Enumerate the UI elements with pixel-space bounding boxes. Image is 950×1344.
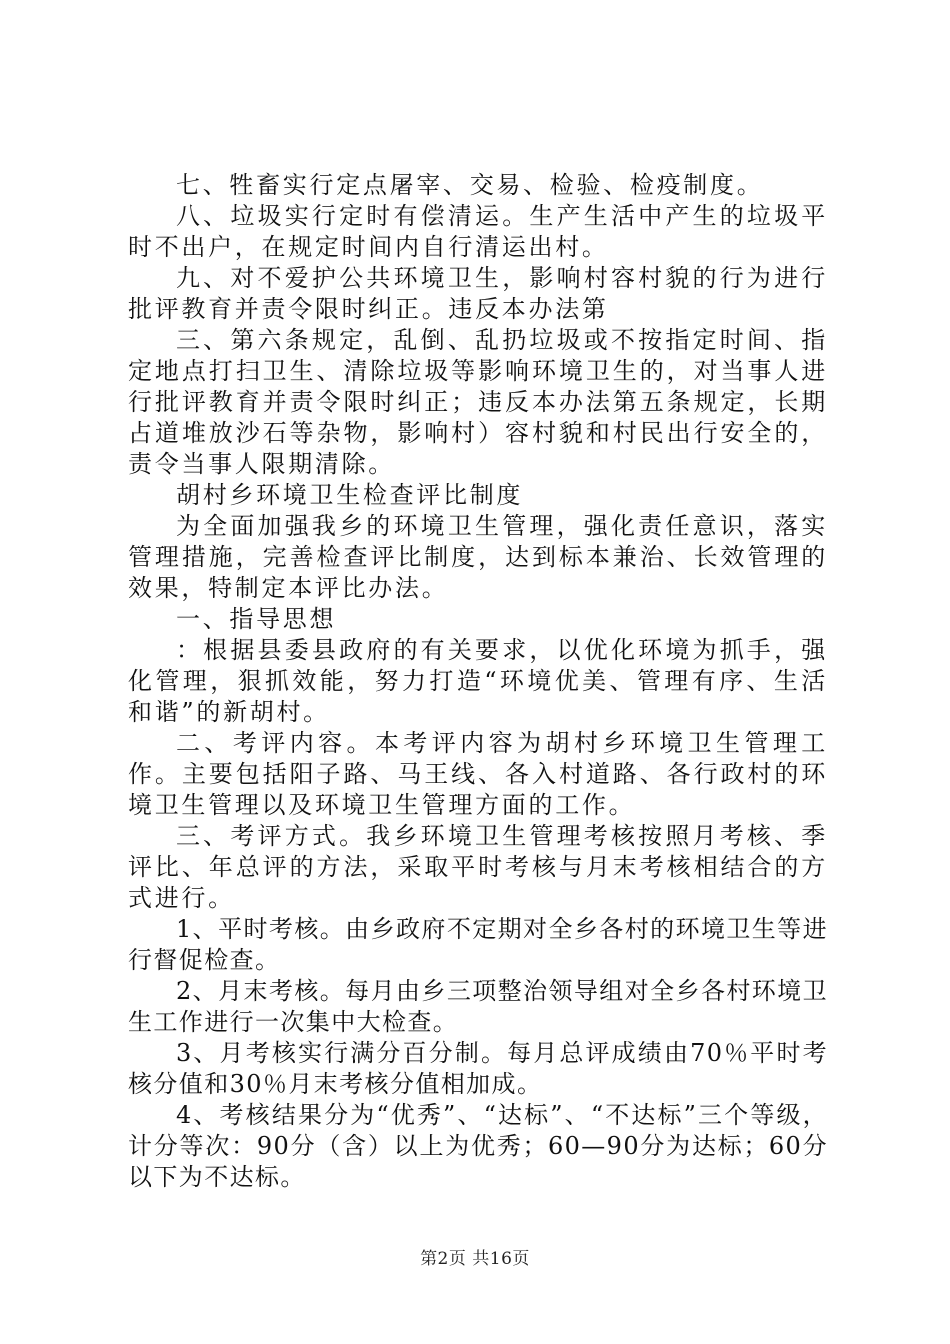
paragraph-8: ：根据县委县政府的有关要求，以优化环境为抓手，强化管理，狠抓效能，努力打造“环境优美、管理有序、生活和谐”的新胡村。 <box>128 636 828 726</box>
paragraph-12: 2、月末考核。每月由乡三项整治领导组对全乡各村环境卫生工作进行一次集中大检查。 <box>128 977 828 1036</box>
paragraph-2: 八、垃圾实行定时有偿清运。生产生活中产生的垃圾平时不出户，在规定时间内自行清运出村。 <box>128 202 828 261</box>
paragraph-1: 七、牲畜实行定点屠宰、交易、检验、检疫制度。 <box>176 171 764 199</box>
page-number: 第2页 共16页 <box>420 1249 530 1269</box>
paragraph-4: 三、第六条规定，乱倒、乱扔垃圾或不按指定时间、指定地点打扫卫生、清除垃圾等影响环境卫生的，对当事人进行批评教育并责令限时纠正；违反本办法第五条规定，长期占道堆放沙石等杂物，影响村）容村貌和村民出行安全的，责令当事人限期清除。 <box>128 326 828 478</box>
paragraph-6: 为全面加强我乡的环境卫生管理，强化责任意识，落实管理措施，完善检查评比制度，达到标本兼治、长效管理的效果，特制定本评比办法。 <box>128 512 828 602</box>
paragraph-13: 3、月考核实行满分百分制。每月总评成绩由70％平时考核分值和30％月末考核分值相加成。 <box>128 1039 828 1098</box>
paragraph-10: 三、考评方式。我乡环境卫生管理考核按照月考核、季评比、年总评的方法，采取平时考核与月末考核相结合的方式进行。 <box>128 822 828 912</box>
paragraph-14: 4、考核结果分为“优秀”、“达标”、“不达标”三个等级，计分等次：90分（含）以上为优秀；60—90分为达标；60分以下为不达标。 <box>128 1101 828 1191</box>
section-title: 胡村乡环境卫生检查评比制度 <box>176 481 524 509</box>
heading-guiding-thought: 一、指导思想 <box>176 605 337 633</box>
document-body <box>128 170 828 1193</box>
paragraph-11: 1、平时考核。由乡政府不定期对全乡各村的环境卫生等进行督促检查。 <box>128 915 828 974</box>
paragraph-3: 九、对不爱护公共环境卫生，影响村容村貌的行为进行批评教育并责令限时纠正。违反本办法第 <box>128 264 828 323</box>
paragraph-9: 二、考评内容。本考评内容为胡村乡环境卫生管理工作。主要包括阳子路、马王线、各入村道路、各行政村的环境卫生管理以及环境卫生管理方面的工作。 <box>128 729 828 819</box>
